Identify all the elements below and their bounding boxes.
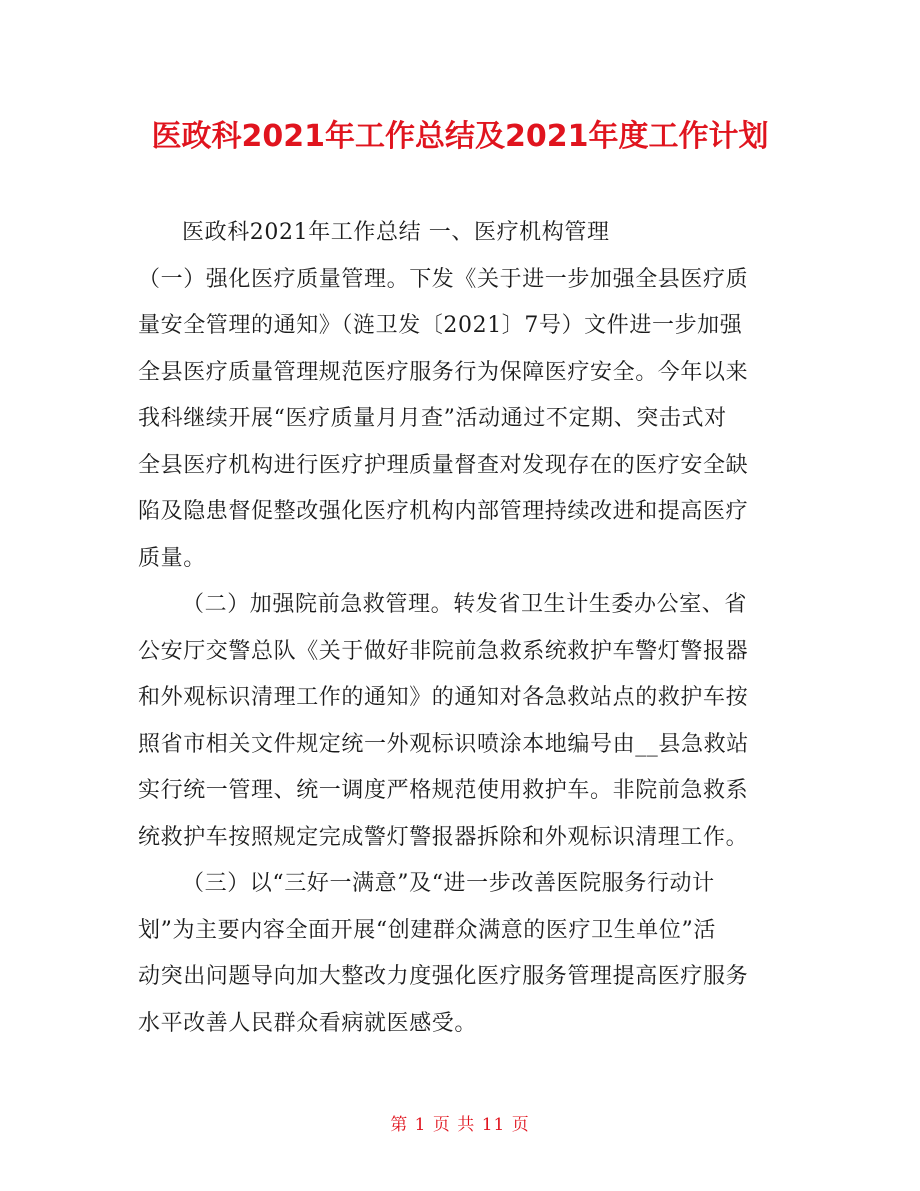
section-heading-line: 医政科2021年工作总结 一、医疗机构管理: [182, 220, 610, 245]
paragraph-line: 公安厅交警总队《关于做好非院前急救系统救护车警灯警报器: [138, 638, 749, 664]
document-body: [138, 210, 788, 1047]
document-title: 医政科2021年工作总结及2021年度工作计划: [151, 119, 769, 154]
paragraph-line: 照省市相关文件规定统一外观标识喷涂本地编号由__县急救站: [138, 731, 749, 757]
paragraph-line: （三）以“三好一满意”及“进一步改善医院服务行动计: [182, 871, 715, 896]
paragraph-line: 划”为主要内容全面开展“创建群众满意的医疗卫生单位”活: [138, 917, 716, 943]
page-number-footer: 第 1 页 共 11 页: [390, 1115, 530, 1135]
paragraph-line: 动突出问题导向加大整改力度强化医疗服务管理提高医疗服务: [138, 964, 749, 989]
paragraph-line: 我科继续开展“医疗质量月月查”活动通过不定期、突击式对: [138, 406, 727, 431]
paragraph-line: 全县医疗质量管理规范医疗服务行为保障医疗安全。今年以来: [138, 359, 749, 385]
paragraph-line: （二）加强院前急救管理。转发省卫生计生委办公室、省: [182, 592, 748, 617]
paragraph-line: 质量。: [138, 545, 206, 571]
paragraph-line: 全县医疗机构进行医疗护理质量督查对发现存在的医疗安全缺: [138, 452, 749, 478]
paragraph-line: 统救护车按照规定完成警灯警报器拆除和外观标识清理工作。: [138, 824, 749, 850]
paragraph-line: 陷及隐患督促整改强化医疗机构内部管理持续改进和提高医疗: [138, 499, 749, 524]
paragraph-line: 和外观标识清理工作的通知》的通知对各急救站点的救护车按: [138, 685, 749, 710]
paragraph-line: 实行统一管理、统一调度严格规范使用救护车。非院前急救系: [138, 778, 749, 803]
paragraph-line: （一）强化医疗质量管理。下发《关于进一步加强全县医疗质: [138, 266, 749, 292]
paragraph-line: 水平改善人民群众看病就医感受。: [138, 1010, 478, 1036]
paragraph-line: 量安全管理的通知》（涟卫发〔2021〕7号）文件进一步加强: [138, 313, 743, 338]
